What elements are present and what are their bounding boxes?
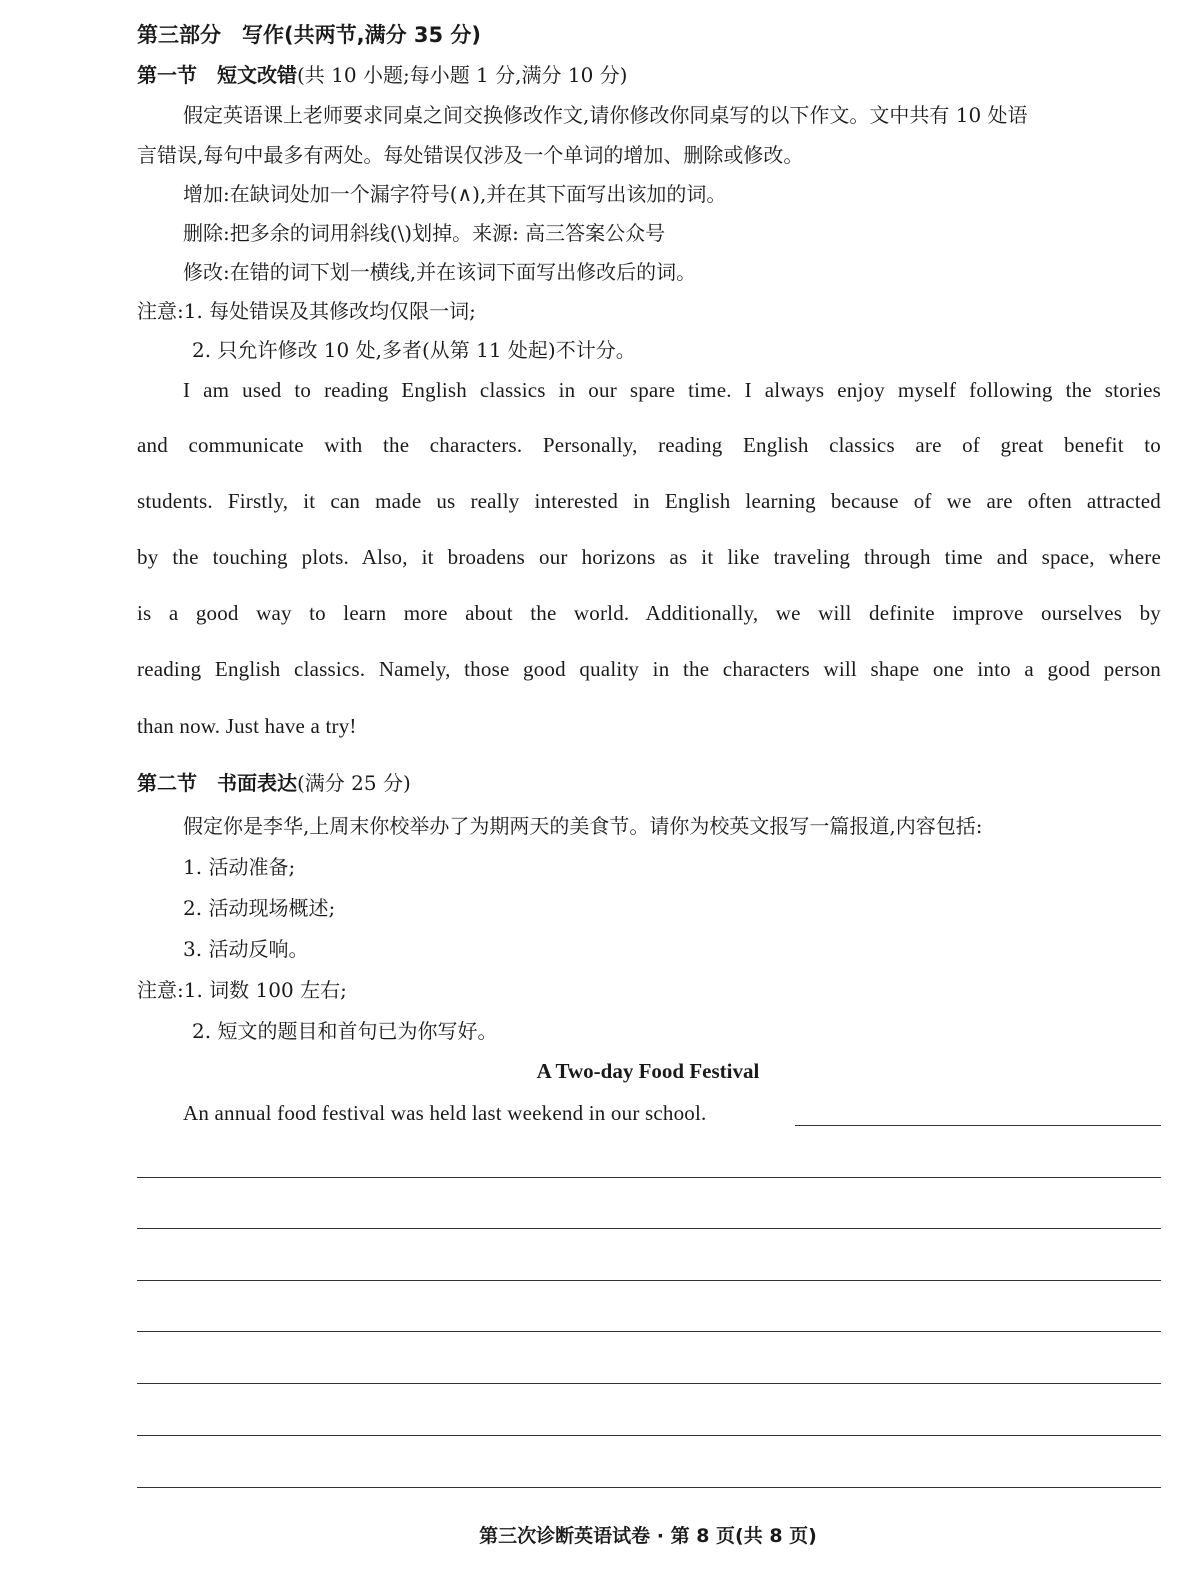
instruction-line: 言错误,每句中最多有两处。每处错误仅涉及一个单词的增加、删除或修改。 — [137, 143, 804, 167]
answer-line[interactable] — [137, 1487, 1161, 1488]
section1-heading-title: 第一节 短文改错 — [137, 63, 297, 87]
passage-line: students. Firstly, it can made us really interested in English learning because of we are often attracted — [137, 489, 1161, 513]
note-line: 2. 短文的题目和首句已为你写好。 — [192, 1019, 498, 1043]
section2-heading — [137, 770, 411, 796]
passage-line: I am used to reading English classics in our spare time. I always enjoy myself following the stories — [183, 378, 1161, 402]
answer-line[interactable] — [137, 1331, 1161, 1332]
writing-prompt: 假定你是李华,上周末你校举办了为期两天的美食节。请你为校英文报写一篇报道,内容包括: — [183, 814, 983, 838]
passage-line: than now. Just have a try! — [137, 714, 357, 738]
answer-line[interactable] — [137, 1177, 1161, 1178]
section1-heading — [137, 62, 627, 88]
answer-line[interactable] — [137, 1435, 1161, 1436]
section2-heading-title: 第二节 书面表达 — [137, 771, 297, 795]
instruction-line: 删除:把多余的词用斜线(\)划掉。来源: 高三答案公众号 — [183, 221, 666, 245]
part-heading: 第三部分 写作(共两节,满分 35 分) — [137, 23, 482, 47]
essay-title: A Two-day Food Festival — [536, 1059, 760, 1083]
answer-line[interactable] — [137, 1228, 1161, 1229]
section1-heading-detail: (共 10 小题;每小题 1 分,满分 10 分) — [297, 63, 628, 87]
passage-line: reading English classics. Namely, those good quality in the characters will shape one into a good person — [137, 657, 1161, 681]
passage-line: and communicate with the characters. Personally, reading English classics are of great benefit to — [137, 433, 1161, 457]
answer-line[interactable] — [137, 1383, 1161, 1384]
note-line: 注意:1. 每处错误及其修改均仅限一词; — [137, 299, 476, 323]
essay-first-sentence: An annual food festival was held last weekend in our school. — [183, 1101, 707, 1125]
instruction-line: 假定英语课上老师要求同桌之间交换修改作文,请你修改你同桌写的以下作文。文中共有 10 处语 — [183, 103, 1028, 127]
instruction-line: 增加:在缺词处加一个漏字符号(∧),并在其下面写出该加的词。 — [183, 182, 727, 206]
content-item: 3. 活动反响。 — [183, 937, 309, 961]
page-footer: 第三次诊断英语试卷 · 第 8 页(共 8 页) — [479, 1525, 817, 1547]
content-item: 2. 活动现场概述; — [183, 896, 336, 920]
note-line: 注意:1. 词数 100 左右; — [137, 978, 347, 1002]
note-line: 2. 只允许修改 10 处,多者(从第 11 处起)不计分。 — [192, 338, 636, 362]
answer-line[interactable] — [137, 1280, 1161, 1281]
passage-line: by the touching plots. Also, it broadens our horizons as it like traveling through time and space, where — [137, 545, 1161, 569]
instruction-line: 修改:在错的词下划一横线,并在该词下面写出修改后的词。 — [183, 260, 697, 284]
answer-line[interactable] — [795, 1125, 1161, 1126]
section2-heading-detail: (满分 25 分) — [297, 771, 411, 795]
passage-line: is a good way to learn more about the world. Additionally, we will definite improve ourselves by — [137, 601, 1161, 625]
content-item: 1. 活动准备; — [183, 855, 296, 879]
